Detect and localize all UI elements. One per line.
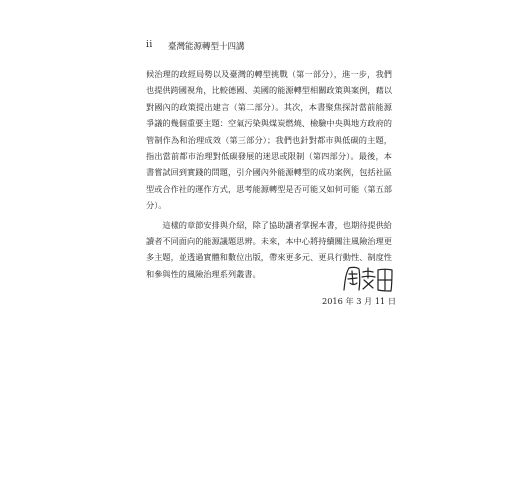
book-title: 臺灣能源轉型十四講 [168,42,245,52]
handwritten-signature [340,264,396,294]
body-text [146,66,392,282]
paragraph-2: 這樣的章節安排與介紹，除了協助讀者掌握本書，也期待提供給讀者不同面向的能源議題思辨。未來，本中心將持續關注風險治理更多主題，並透過實體和數位出版，帶來更多元、更具行動性、制度性和參與性的風險治理系列叢書。 [146,219,392,279]
paragraph-1: 候治理的政經局勢以及臺灣的轉型挑戰（第一部分），進一步，我們也提供跨國視角，比較德國、美國的能源轉型相關政策與案例，藉以對國內的政策提出建言（第二部分）。其次，本書聚焦探討當前能源爭議的幾個重要主題：空氣污染與煤炭燃燒、檢驗中央與地方政府的管制作為和治理成效（第三部分）；我們也針對都市與低碳的主題，指出當前都市治理對低碳發展的迷思或限制（第四部分）。最後，本書嘗試回到實踐的問題，引介國內外能源轉型的成功案例，包括社區型或合作社的運作方式，思考能源轉型是否可能又如何可能（第五部分）。 [146,69,392,211]
date: 2016 年 3 月 11 日 [322,296,397,306]
page-number: ii [146,40,153,50]
